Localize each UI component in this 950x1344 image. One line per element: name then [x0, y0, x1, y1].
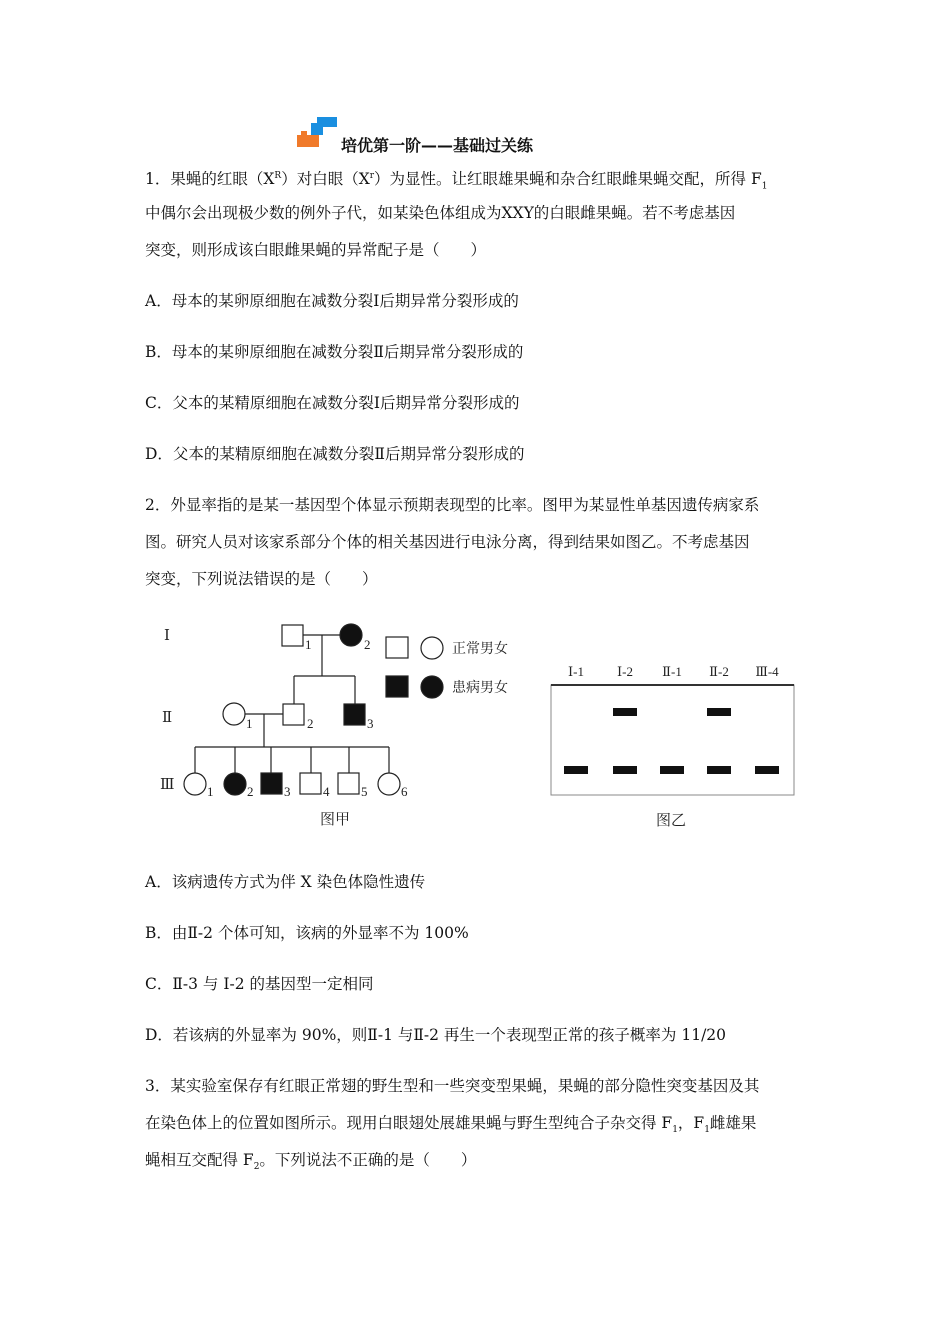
q1-line-3: 突变，则形成该白眼雌果蝇的异常配子是（ ）	[145, 241, 487, 259]
svg-text:6: 6	[401, 784, 408, 799]
individual-I-1	[282, 625, 303, 646]
q2-option-c: C．Ⅱ-3 与 I-2 的基因型一定相同	[145, 975, 374, 993]
individual-III-3	[261, 773, 282, 794]
gel-lane-label: Ⅲ-4	[755, 664, 779, 679]
legend-normal-male-icon	[386, 637, 408, 658]
individual-III-1	[184, 773, 206, 795]
legend-affected-label: 患病男女	[452, 681, 508, 696]
q2-option-b: B．由Ⅱ-2 个体可知，该病的外显率不为 100%	[145, 924, 469, 942]
individual-III-5	[338, 773, 359, 794]
upper-band	[613, 708, 637, 716]
q1-option-d: D．父本的某精原细胞在减数分裂Ⅱ后期异常分裂形成的	[145, 445, 525, 463]
q2-option-d: D．若该病的外显率为 90%，则Ⅱ-1 与Ⅱ-2 再生一个表现型正常的孩子概率为 11/20	[145, 1026, 727, 1044]
upper-band	[707, 708, 731, 716]
svg-text:3: 3	[367, 716, 374, 731]
section-logo-icon	[297, 115, 339, 149]
lower-band	[707, 766, 731, 774]
svg-text:2: 2	[307, 716, 314, 731]
q1-option-a: A．母本的某卵原细胞在减数分裂Ⅰ后期异常分裂形成的	[145, 292, 519, 310]
svg-text:2: 2	[364, 637, 371, 652]
gel-lane-label: Ⅱ-1	[662, 664, 682, 679]
individual-II-3	[344, 704, 365, 725]
svg-text:3: 3	[284, 784, 291, 799]
individual-I-2	[340, 624, 362, 646]
lower-band	[564, 766, 588, 774]
lower-band	[755, 766, 779, 774]
q3-line-2: 在染色体上的位置如图所示。现用白眼翅处展雄果蝇与野生型纯合子杂交得 $F_1$，$F_1$雌雄果	[145, 1114, 757, 1136]
individual-II-2	[283, 704, 304, 725]
gen-label-2: Ⅱ	[162, 710, 173, 726]
gel-lane-label: Ⅰ-1	[568, 664, 584, 679]
q3-line-1: 3．某实验室保存有红眼正常翅的野生型和一些突变型果蝇，果蝇的部分隐性突变基因及其	[145, 1077, 760, 1095]
lower-band	[613, 766, 637, 774]
individual-III-2	[224, 773, 246, 795]
figure-b-caption: 图乙	[656, 813, 687, 829]
figure-a-caption: 图甲	[320, 812, 351, 828]
gel-lane-label: Ⅰ-2	[617, 664, 633, 679]
svg-text:2: 2	[247, 784, 254, 799]
individual-III-4	[300, 773, 321, 794]
q2-line-3: 突变，下列说法错误的是（ ）	[145, 570, 378, 588]
q2-line-2: 图。研究人员对该家系部分个体的相关基因进行电泳分离，得到结果如图乙。不考虑基因	[145, 533, 750, 551]
legend-normal-female-icon	[421, 637, 443, 659]
gel-lane-label: Ⅱ-2	[709, 664, 729, 679]
electrophoresis-gel	[545, 655, 805, 835]
svg-text:4: 4	[323, 784, 330, 799]
legend-normal-label: 正常男女	[452, 642, 508, 657]
individual-III-6	[378, 773, 400, 795]
individual-II-1	[223, 703, 245, 725]
svg-text:1: 1	[246, 716, 253, 731]
gen-label-1: Ⅰ	[164, 628, 170, 644]
svg-text:1: 1	[207, 784, 214, 799]
q1-line-1: 1．果蝇的红眼$(X^R)$对白眼$(X^r)$为显性。让红眼雄果蝇和杂合红眼雌果蝇交配，所得 $F_1$	[145, 170, 768, 192]
svg-text:1: 1	[305, 637, 312, 652]
section-title: 培优第一阶——基础过关练	[341, 136, 534, 155]
q1-option-b: B．母本的某卵原细胞在减数分裂Ⅱ后期异常分裂形成的	[145, 343, 524, 361]
q3-line-3: 蝇相互交配得 $F_2$。下列说法不正确的是（ ）	[145, 1151, 477, 1173]
legend-affected-female-icon	[421, 676, 443, 698]
lower-band	[660, 766, 684, 774]
q2-option-a: A．该病遗传方式为伴 X 染色体隐性遗传	[145, 873, 426, 891]
q2-line-1: 2．外显率指的是某一基因型个体显示预期表现型的比率。图甲为某显性单基因遗传病家系	[145, 496, 760, 514]
q1-option-c: C．父本的某精原细胞在减数分裂Ⅰ后期异常分裂形成的	[145, 394, 520, 412]
pedigree-chart	[150, 610, 550, 835]
svg-text:5: 5	[361, 784, 368, 799]
legend-affected-male-icon	[386, 676, 408, 697]
q1-line-2: 中偶尔会出现极少数的例外子代，如某染色体组成为XXY的白眼雌果蝇。若不考虑基因	[145, 204, 736, 222]
gen-label-3: Ⅲ	[160, 777, 175, 793]
